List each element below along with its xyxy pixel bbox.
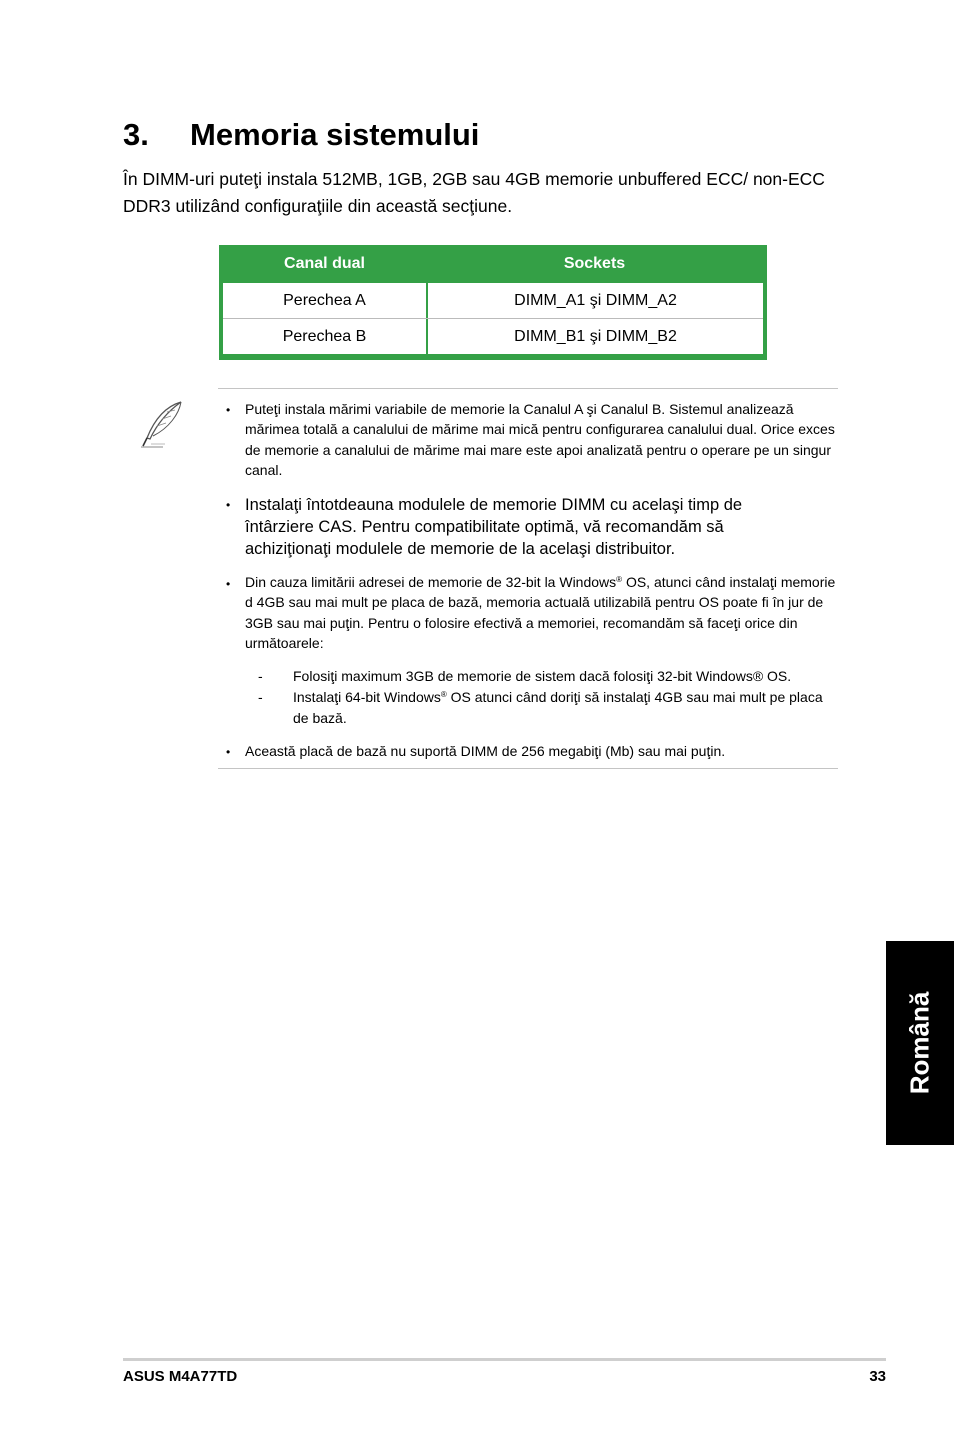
header-channel: Canal dual	[284, 255, 365, 272]
table-cell: Perechea B	[223, 319, 428, 354]
feather-pen-icon	[137, 398, 189, 450]
dual-channel-table	[219, 245, 767, 360]
bullet: •	[226, 498, 231, 512]
table-row	[223, 283, 763, 318]
section-title: Memoria sistemului	[190, 117, 480, 152]
language-tab	[886, 941, 954, 1145]
note-item: Instalaţi întotdeauna modulele de memorie DIMM cu acelaşi timp de întârziere CAS. Pentru compatibilitate optimă, vă recomandăm să achiziţionaţi modulele de memorie de la acelaşi distribuitor.	[245, 496, 743, 558]
footer-model: ASUS M4A77TD	[123, 1368, 238, 1385]
table-cell: DIMM_A1 şi DIMM_A2	[514, 291, 677, 309]
table-cell: DIMM_B1 şi DIMM_B2	[514, 327, 677, 345]
footer-divider	[123, 1358, 886, 1361]
table-header	[223, 245, 763, 283]
note-subitem: Instalaţi 64-bit Windows® OS atunci când doriţi să instalaţi 4GB sau mai mult pe placa de bază.	[293, 689, 823, 726]
language-label: Română	[904, 991, 935, 1095]
dash: -	[258, 668, 263, 684]
table-cell: Perechea A	[223, 283, 428, 318]
table-row	[223, 318, 763, 354]
bullet: •	[226, 403, 231, 417]
note-item: Puteţi instala mărimi variabile de memorie la Canalul A şi Canalul B. Sistemul analizează mărimea totală a canalului de mărime mai mică pentru configurarea canalului dual. Orice exces de memorie a canalului de mărime mai mare este apoi analizată pentru o operare pe un singur canal.	[245, 401, 835, 478]
page-number: 33	[869, 1368, 886, 1385]
dash: -	[258, 689, 263, 705]
bullet: •	[226, 577, 231, 591]
intro-paragraph: În DIMM-uri puteţi instala 512MB, 1GB, 2GB sau 4GB memorie unbuffered ECC/ non-ECC DDR3 utilizând configuraţiile din această secţiune.	[123, 169, 825, 216]
section-number: 3.	[123, 117, 149, 152]
header-sockets: Sockets	[563, 255, 626, 272]
bullet: •	[226, 745, 231, 759]
section-heading	[123, 113, 479, 157]
note-subitem: Folosiţi maximum 3GB de memorie de sistem dacă folosiţi 32-bit Windows® OS.	[293, 668, 792, 684]
note-item: Din cauza limitării adresei de memorie de 32-bit la Windows® OS, atunci când instalaţi memorie d 4GB sau mai mult pe placa de bază, memoria actuală utilizabilă pentru OS poate fi în jur de 3GB sau mai puţin. Pentru o folosire efectivă a memoriei, recomandăm să faceţi orice din următoarele:	[245, 574, 836, 651]
note-item: Această placă de bază nu suportă DIMM de 256 megabiţi (Mb) sau mai puţin.	[245, 743, 726, 759]
